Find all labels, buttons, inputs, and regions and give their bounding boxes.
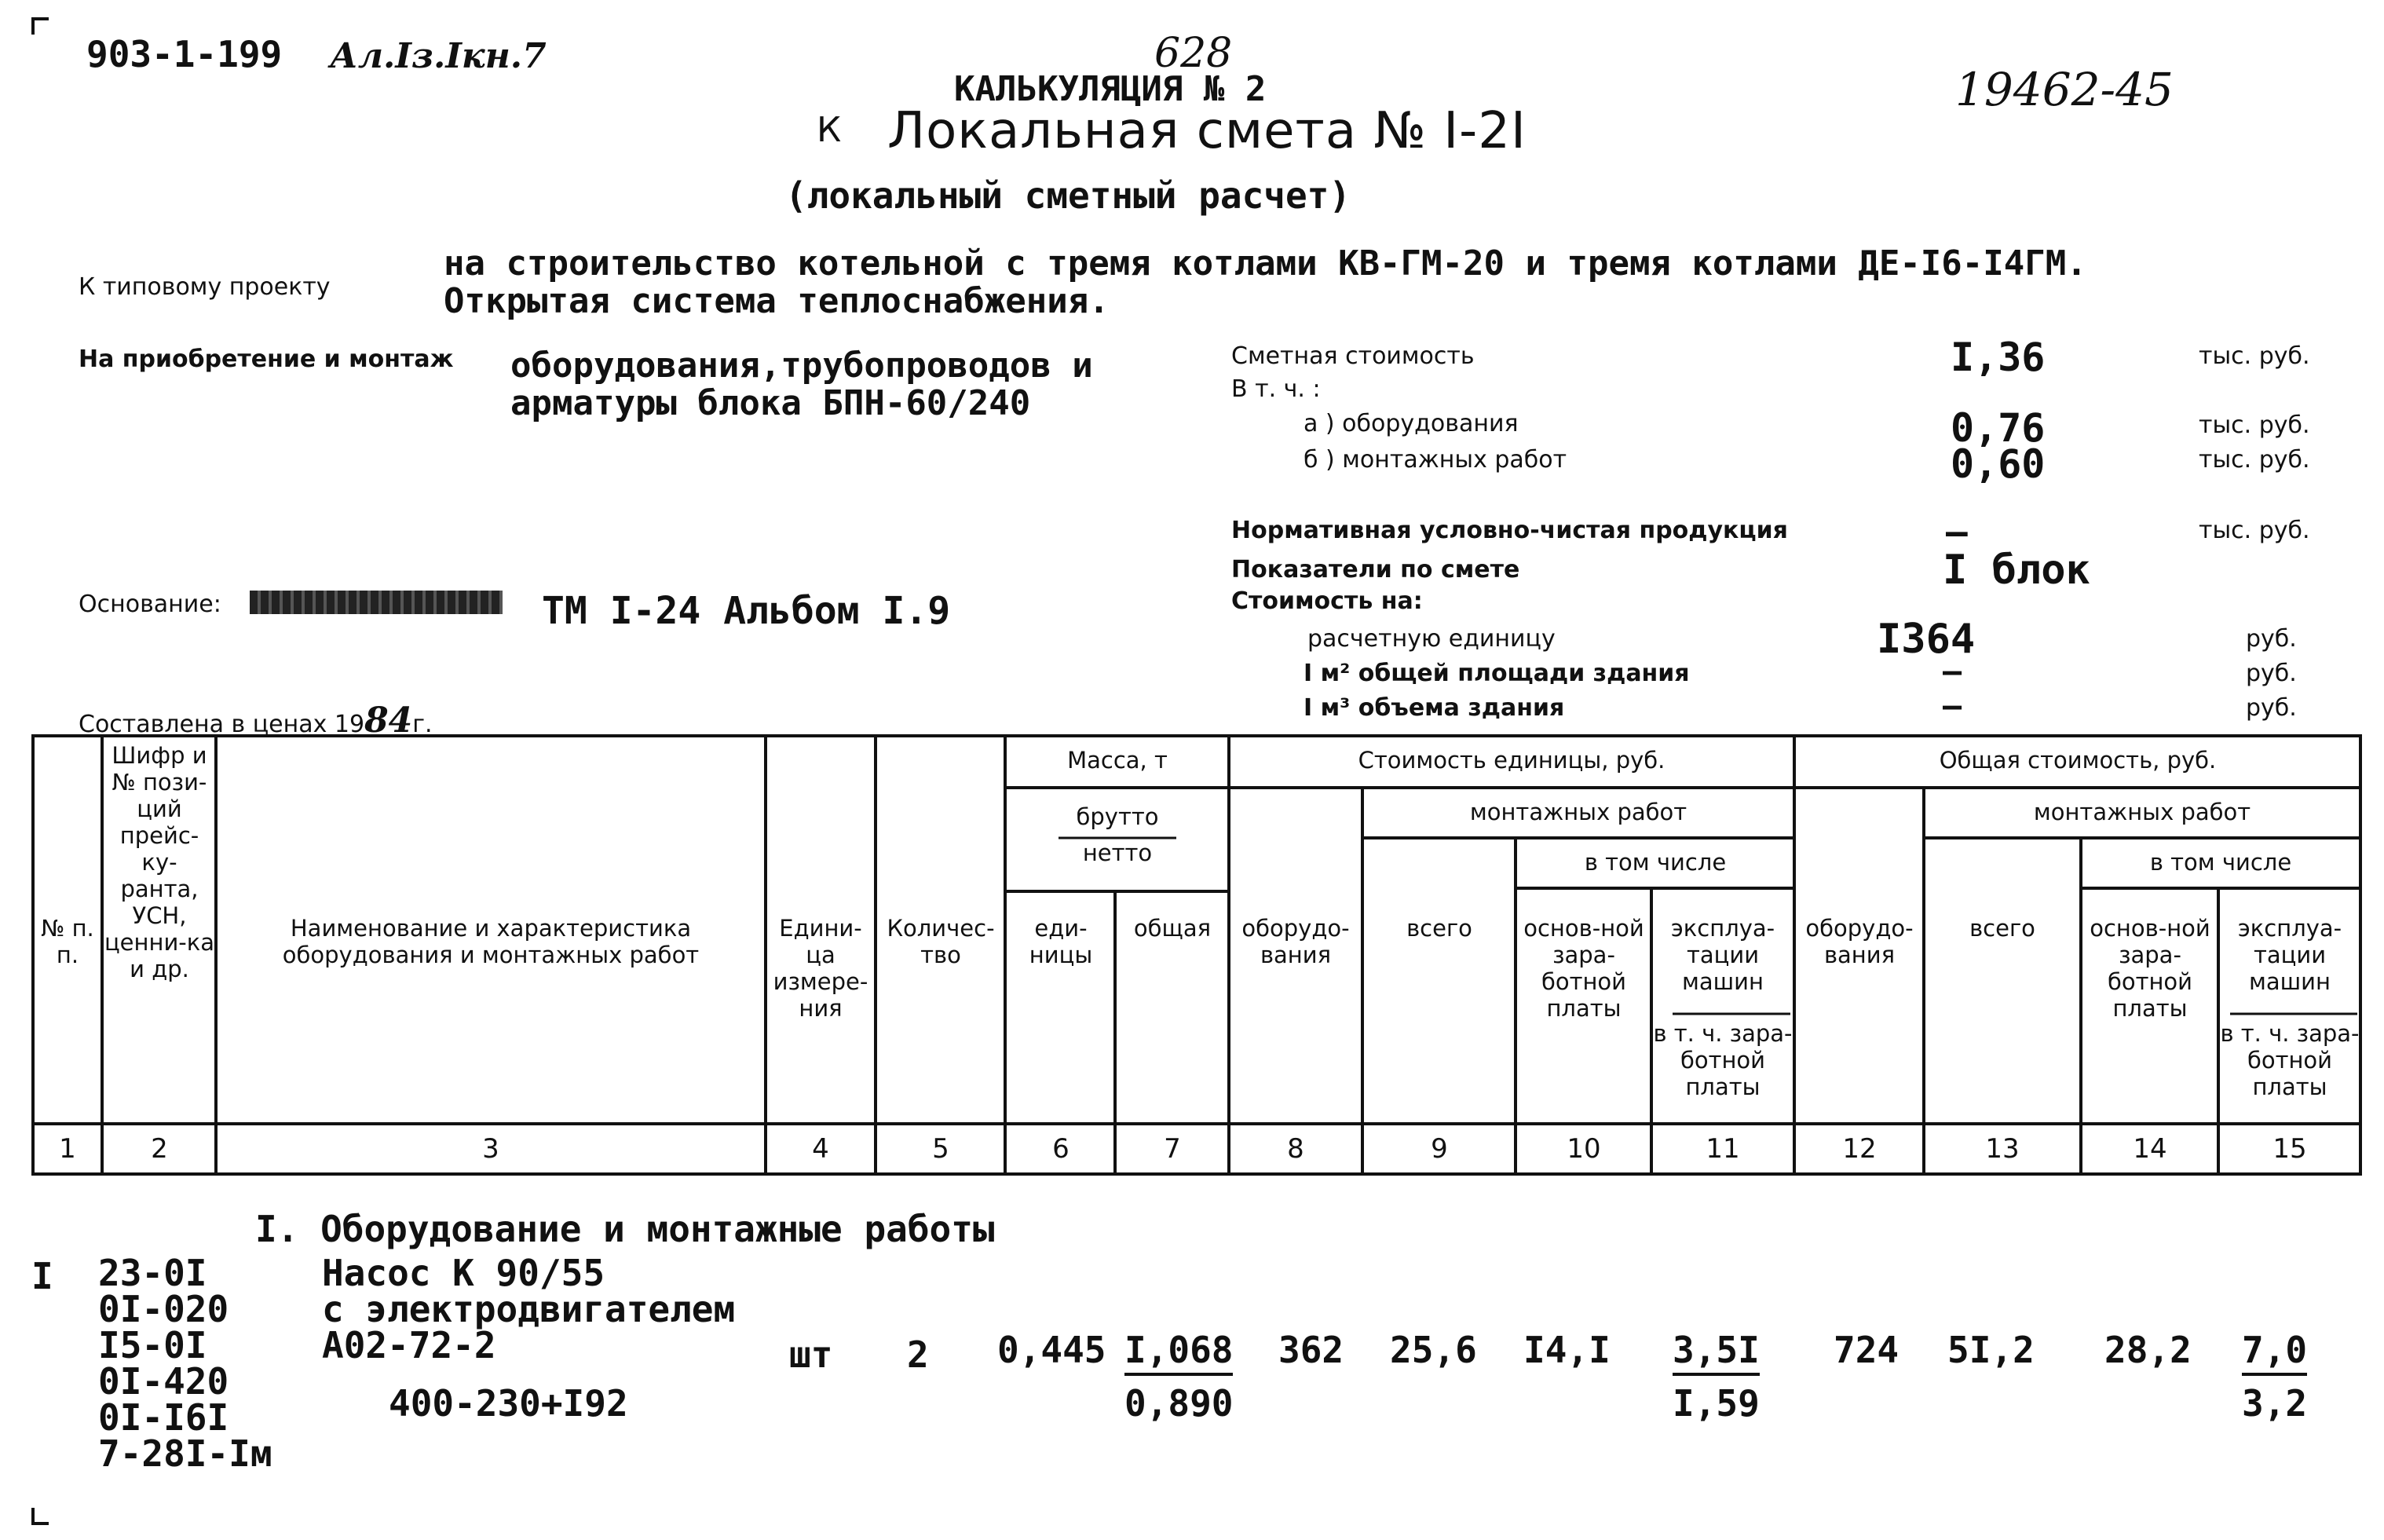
header-total-cost: Общая стоимость, руб.: [1939, 747, 2217, 774]
column-number: 15: [2272, 1133, 2307, 1165]
k-prefix: К: [817, 110, 842, 150]
row-name: [322, 1252, 736, 1366]
column-number: 3: [482, 1133, 499, 1165]
per-m2-rub: руб.: [2246, 660, 2297, 687]
column-number: 9: [1431, 1133, 1448, 1165]
column-number: 1: [59, 1133, 76, 1165]
row-code: I5-0I: [98, 1324, 207, 1366]
archive-number: 19462-45: [1955, 63, 2174, 116]
project-line-2: Открытая система теплоснабжения.: [444, 281, 1110, 321]
header-unit-machines-wages: в т. ч. зара-ботной платы: [1653, 1020, 1793, 1100]
corner-mark-top-left: [31, 17, 49, 35]
equipment-label: а ) оборудования: [1304, 410, 1519, 437]
row-unit-equipment: 362: [1278, 1329, 1344, 1371]
header-unit: Едини-ца измере-ния: [773, 915, 868, 1022]
column-number: 7: [1164, 1133, 1181, 1165]
row-code: 0I-I6I: [98, 1396, 229, 1439]
header-net: нетто: [1082, 840, 1153, 866]
row-unit-machines-wages: I,59: [1673, 1382, 1760, 1425]
album-ref: Ал.Iз.Iкн.7: [330, 36, 547, 76]
project-line-1: на строительство котельной с тремя котлами КВ-ГМ-20 и тремя котлами ДЕ-I6-I4ГМ.: [444, 243, 2087, 283]
row-unit-install-wages: I4,I: [1523, 1329, 1611, 1371]
column-number: 4: [812, 1133, 829, 1165]
purchase-line-1: оборудования,трубопроводов и: [510, 346, 1093, 386]
header-total-all: всего: [1969, 915, 2035, 942]
header-unit-machines: эксплуа-тации машин: [1670, 915, 1775, 995]
per-m2-value: –: [1943, 653, 1962, 690]
installation-label: б ) монтажных работ: [1304, 446, 1567, 474]
indicators-label: Показатели по смете: [1231, 556, 1520, 583]
header-unit-wages: основ-ной зара-ботной платы: [1523, 915, 1644, 1022]
row-qty: 2: [907, 1333, 929, 1376]
row-total-install-wages: 28,2: [2104, 1329, 2192, 1371]
header-unit-cost: Стоимость единицы, руб.: [1358, 747, 1666, 774]
column-number: 11: [1706, 1133, 1740, 1165]
header-total-equipment: оборудо-вания: [1805, 915, 1914, 968]
installation-unit: тыс. руб.: [2199, 446, 2310, 474]
per-unit-value: I364: [1877, 616, 1976, 663]
header-code: Шифр и № пози-ций прейс-ку-ранта, УСН, ценни-ка и др.: [104, 742, 215, 982]
header-total-wages: основ-ной зара-ботной платы: [2090, 915, 2210, 1022]
header-qty: Количес-тво: [887, 915, 995, 968]
including-label: В т. ч. :: [1231, 375, 1321, 403]
header-unit-incl: в том числе: [1584, 849, 1727, 876]
row-code: 7-28I-Iм: [98, 1432, 272, 1475]
estimated-cost-value: I,36: [1951, 335, 2046, 380]
column-number: 8: [1287, 1133, 1304, 1165]
purchase-label: На приобретение и монтаж: [79, 346, 454, 373]
header-num: № п. п.: [41, 915, 94, 968]
equipment-value: 0,76: [1951, 405, 2046, 451]
header-gross: брутто: [1076, 803, 1159, 830]
row-unit: шт: [789, 1333, 833, 1376]
column-number: 6: [1052, 1133, 1070, 1165]
column-number: 12: [1842, 1133, 1877, 1165]
row-unit-install-all: 25,6: [1390, 1329, 1477, 1371]
row-mass-total-gross: I,068: [1124, 1329, 1233, 1376]
estimated-cost-unit: тыс. руб.: [2199, 342, 2310, 370]
column-number: 10: [1567, 1133, 1601, 1165]
header-unit-all: всего: [1406, 915, 1472, 942]
header-unit-installation: монтажных работ: [1469, 799, 1687, 825]
header-total-incl: в том числе: [2149, 849, 2292, 876]
corner-mark-bottom-left: [31, 1508, 49, 1525]
column-number: 5: [932, 1133, 949, 1165]
composed-year: 84: [364, 700, 413, 741]
estimate-title: Локальная смета № I-2I: [887, 102, 1527, 160]
basis-label: Основание:: [79, 591, 221, 618]
indicators-value: I блок: [1943, 547, 2090, 594]
header-mass: Масса, т: [1067, 747, 1168, 774]
header-name: Наименование и характеристика оборудования и монтажных работ: [282, 915, 700, 968]
row-num: I: [31, 1255, 53, 1297]
row-total-machines-wages: 3,2: [2242, 1382, 2308, 1425]
per-m3-rub: руб.: [2246, 694, 2297, 722]
composed-suffix: г.: [412, 711, 433, 738]
row-name-extra: 400-230+I92: [389, 1382, 628, 1425]
row-mass-total-net: 0,890: [1124, 1382, 1234, 1425]
row-code: 0I-020: [98, 1288, 229, 1330]
header-total-installation: монтажных работ: [2033, 799, 2251, 825]
row-name-line: А02-72-2: [322, 1324, 496, 1366]
header-unit-equipment: оборудо-вания: [1241, 915, 1350, 968]
row-unit-machines: 3,5I: [1673, 1329, 1760, 1376]
installation-value: 0,60: [1951, 441, 2046, 487]
column-number: 13: [1985, 1133, 2020, 1165]
per-m2-label: I м² общей площади здания: [1304, 660, 1690, 687]
row-total-equipment: 724: [1834, 1329, 1900, 1371]
row-total-install-all: 5I,2: [1947, 1329, 2035, 1371]
header-mass-total: общая: [1133, 915, 1212, 942]
calc-title: КАЛЬКУЛЯЦИЯ № 2: [954, 69, 1267, 109]
estimated-cost-label: Сметная стоимость: [1231, 342, 1475, 370]
row-name-line: с электродвигателем: [322, 1288, 736, 1330]
purchase-line-2: арматуры блока БПН-60/240: [510, 383, 1031, 423]
header-total-machines-wages: в т. ч. зара-ботной платы: [2220, 1020, 2360, 1100]
project-label: К типовому проекту: [79, 273, 331, 301]
header-total-machines: эксплуа-тации машин: [2237, 915, 2342, 995]
row-name-line: Насос К 90/55: [322, 1252, 605, 1294]
per-unit-rub: руб.: [2246, 625, 2297, 653]
composed-label-text: Составлена в ценах 19: [79, 711, 365, 738]
section-title: I. Оборудование и монтажные работы: [255, 1208, 995, 1250]
header-mass-per-unit: еди-ницы: [1029, 915, 1093, 968]
basis-struck-text: [250, 591, 503, 614]
per-m3-label: I м³ объема здания: [1304, 694, 1565, 722]
column-number: 14: [2133, 1133, 2167, 1165]
row-code: 0I-420: [98, 1360, 229, 1403]
row-mass-unit: 0,445: [997, 1329, 1106, 1371]
column-number: 2: [151, 1133, 168, 1165]
estimate-subtitle: (локальный сметный расчет): [785, 174, 1351, 217]
per-m3-value: –: [1943, 688, 1962, 724]
normative-value: –: [1946, 510, 1968, 553]
doc-code: 903-1-199: [86, 33, 283, 75]
normative-label: Нормативная условно-чистая продукция: [1231, 517, 1788, 544]
cost-per-label: Стоимость на:: [1231, 587, 1423, 615]
page-number: 628: [1154, 30, 1233, 77]
normative-unit: тыс. руб.: [2199, 517, 2310, 544]
row-codes: [98, 1252, 272, 1475]
row-total-machines: 7,0: [2242, 1329, 2307, 1376]
basis-value: ТМ I-24 Альбом I.9: [542, 589, 951, 633]
row-code: 23-0I: [98, 1252, 207, 1294]
equipment-unit: тыс. руб.: [2199, 412, 2310, 439]
estimate-table: [31, 734, 2362, 1176]
per-unit-label: расчетную единицу: [1307, 625, 1556, 653]
